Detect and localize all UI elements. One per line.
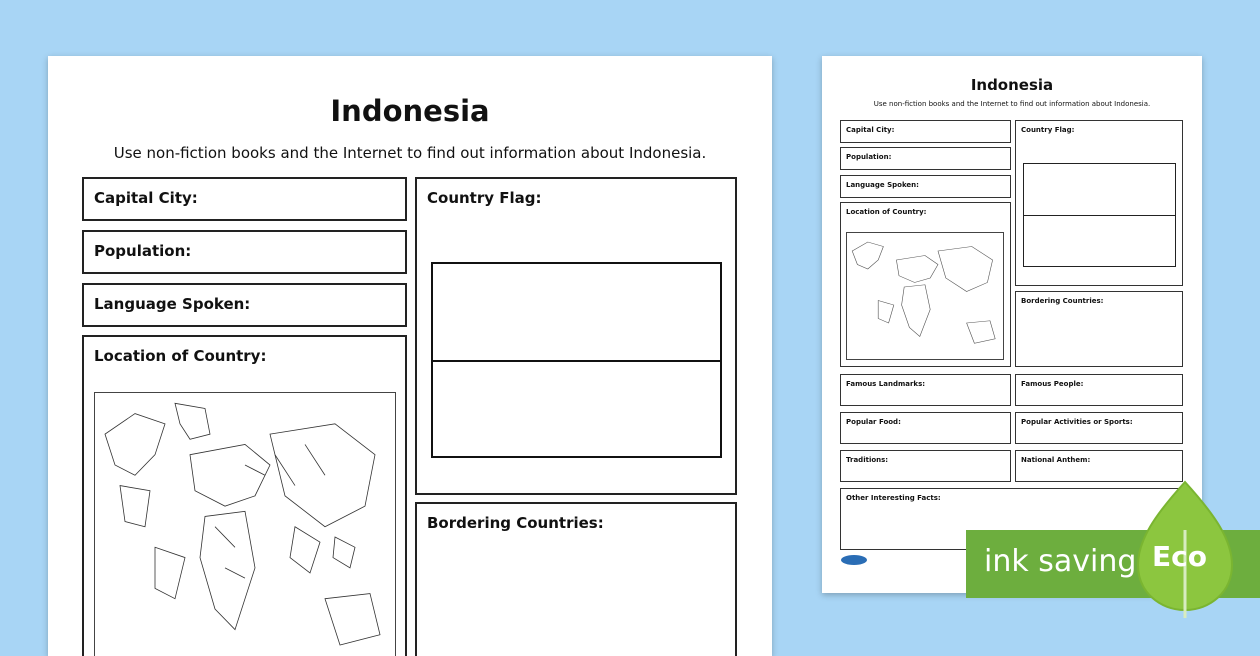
bordering-countries-box[interactable] [415,502,737,656]
capital-city-box[interactable] [82,177,407,221]
thumb-flag-label: Country Flag: [1021,126,1075,134]
worksheet-instructions: Use non-fiction books and the Internet to find out information about Indonesia. [113,144,707,162]
thumb-population-label: Population: [846,153,892,161]
population-box[interactable] [82,230,407,274]
country-flag-label: Country Flag: [427,189,542,207]
language-spoken-label: Language Spoken: [94,295,251,313]
thumb-people-label: Famous People: [1021,380,1084,388]
flag-outline [431,262,722,458]
worksheet-page-large [48,56,772,656]
world-map [94,392,396,656]
thumb-flag-outline [1023,163,1176,267]
thumb-title: Indonesia [970,76,1054,94]
thumb-language-label: Language Spoken: [846,181,919,189]
capital-city-label: Capital City: [94,189,198,207]
thumb-flag-divider [1024,215,1175,216]
thumb-location-label: Location of Country: [846,208,927,216]
thumb-flag-box[interactable] [1015,120,1183,286]
thumb-traditions-label: Traditions: [846,456,889,464]
eco-label: Eco [1152,540,1207,573]
thumb-traditions-box[interactable] [840,450,1011,482]
thumb-landmarks-box[interactable] [840,374,1011,406]
thumb-world-map-outline [847,233,1003,359]
thumb-location-box[interactable] [840,202,1011,367]
thumb-bordering-box[interactable] [1015,291,1183,367]
ink-saving-text: ink saving [984,544,1137,579]
thumb-capital-city-label: Capital City: [846,126,895,134]
location-of-country-box[interactable] [82,335,407,656]
location-of-country-label: Location of Country: [94,347,267,365]
world-map-outline [95,393,395,656]
thumb-world-map [846,232,1004,360]
thumb-capital-city-box[interactable] [840,120,1011,143]
thumb-language-box[interactable] [840,175,1011,198]
thumb-activities-label: Popular Activities or Sports: [1021,418,1133,426]
thumb-activities-box[interactable] [1015,412,1183,444]
thumb-food-box[interactable] [840,412,1011,444]
thumb-bordering-label: Bordering Countries: [1021,297,1104,305]
language-spoken-box[interactable] [82,283,407,327]
population-label: Population: [94,242,192,260]
thumb-facts-label: Other Interesting Facts: [846,494,941,502]
thumb-population-box[interactable] [840,147,1011,170]
publisher-logo [840,554,868,566]
thumb-people-box[interactable] [1015,374,1183,406]
flag-divider [433,360,720,362]
thumb-anthem-label: National Anthem: [1021,456,1091,464]
thumb-instructions: Use non-fiction books and the Internet to find out information about Indonesia. [873,100,1151,108]
worksheet-title: Indonesia [330,94,490,128]
thumb-landmarks-label: Famous Landmarks: [846,380,926,388]
bordering-countries-label: Bordering Countries: [427,514,604,532]
thumb-anthem-box[interactable] [1015,450,1183,482]
thumb-food-label: Popular Food: [846,418,901,426]
country-flag-box[interactable] [415,177,737,495]
